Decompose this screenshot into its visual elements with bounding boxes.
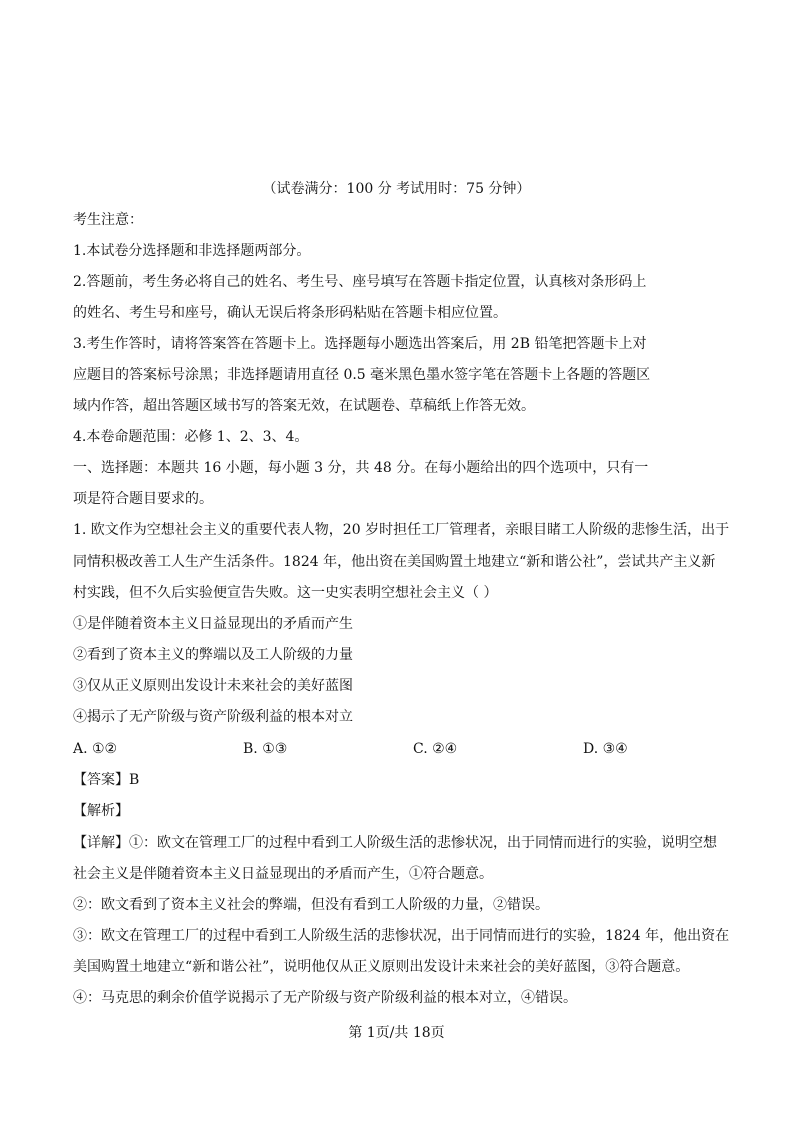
analysis-line: ②：欧文看到了资本主义社会的弊端，但没有看到工人阶级的力量，②错误。 [73, 897, 549, 913]
page-footer: 第 1页/共 18页 [348, 1025, 445, 1041]
analysis-line: 美国购置土地建立“新和谐公社”，说明他仅从正义原则出发设计未来社会的美好蓝图，③符合题意。 [73, 959, 690, 975]
section-heading: 一、选择题：本题共 16 小题，每小题 3 分，共 48 分。在每小题给出的四个选项中，只有一 [73, 460, 649, 476]
analysis-line: ④：马克思的剩余价值学说揭示了无产阶级与资产阶级利益的根本对立，④错误。 [73, 990, 577, 1006]
notice-item: 应题目的答案标号涂黑；非选择题请用直径 0.5 毫米黑色墨水签字笔在答题卡上各题的答题区 [73, 367, 651, 383]
section-heading: 项是符合题目要求的。 [73, 491, 213, 507]
notice-title: 考生注意： [73, 212, 143, 228]
analysis-line: ③：欧文在管理工厂的过程中看到工人阶级生活的悲惨状况，出于同情而进行的实验，1824 年，他出资在 [73, 928, 730, 944]
statement: ④揭示了无产阶级与资产阶级利益的根本对立 [73, 709, 353, 725]
question-stem: 村实践，但不久后实验便宣告失败。这一史实表明空想社会主义（ ） [73, 585, 498, 601]
question-stem: 同情积极改善工人生产生活条件。1824 年，他出资在美国购置土地建立“新和谐公社”，尝试共产主义新 [73, 554, 716, 570]
statement: ③仅从正义原则出发设计未来社会的美好蓝图 [73, 678, 353, 694]
option-a: A. ①② [73, 741, 118, 757]
question-stem: 1. 欧文作为空想社会主义的重要代表人物，20 岁时担任工厂管理者，亲眼目睹工人阶级的悲惨生活，出于 [73, 522, 730, 538]
statement: ①是伴随着资本主义日益显现出的矛盾而产生 [73, 616, 353, 632]
notice-item: 3.考生作答时，请将答案答在答题卡上。选择题每小题选出答案后，用 2B 铅笔把答题卡上对 [73, 336, 647, 352]
analysis-title: 【解析】 [73, 803, 129, 819]
exam-header: （试卷满分：100 分 考试用时：75 分钟） [262, 181, 531, 197]
notice-item: 4.本卷命题范围：必修 1、2、3、4。 [73, 429, 309, 445]
notice-item: 2.答题前，考生务必将自己的姓名、考生号、座号填写在答题卡指定位置，认真核对条形码上 [73, 274, 647, 290]
analysis-line: 【详解】①：欧文在管理工厂的过程中看到工人阶级生活的悲惨状况，出于同情而进行的实验，说明空想 [73, 835, 717, 851]
answer-label: 【答案】B [73, 772, 140, 788]
notice-item: 的姓名、考生号和座号，确认无误后将条形码粘贴在答题卡相应位置。 [73, 305, 507, 321]
notice-item: 域内作答，超出答题区域书写的答案无效，在试题卷、草稿纸上作答无效。 [73, 398, 535, 414]
analysis-line: 社会主义是伴随着资本主义日益显现出的矛盾而产生，①符合题意。 [73, 866, 493, 882]
notice-item: 1.本试卷分选择题和非选择题两部分。 [73, 243, 311, 259]
statement: ②看到了资本主义的弊端以及工人阶级的力量 [73, 647, 353, 663]
option-c: C. ②④ [413, 741, 458, 757]
option-b: B. ①③ [243, 741, 288, 757]
option-d: D. ③④ [583, 741, 628, 757]
